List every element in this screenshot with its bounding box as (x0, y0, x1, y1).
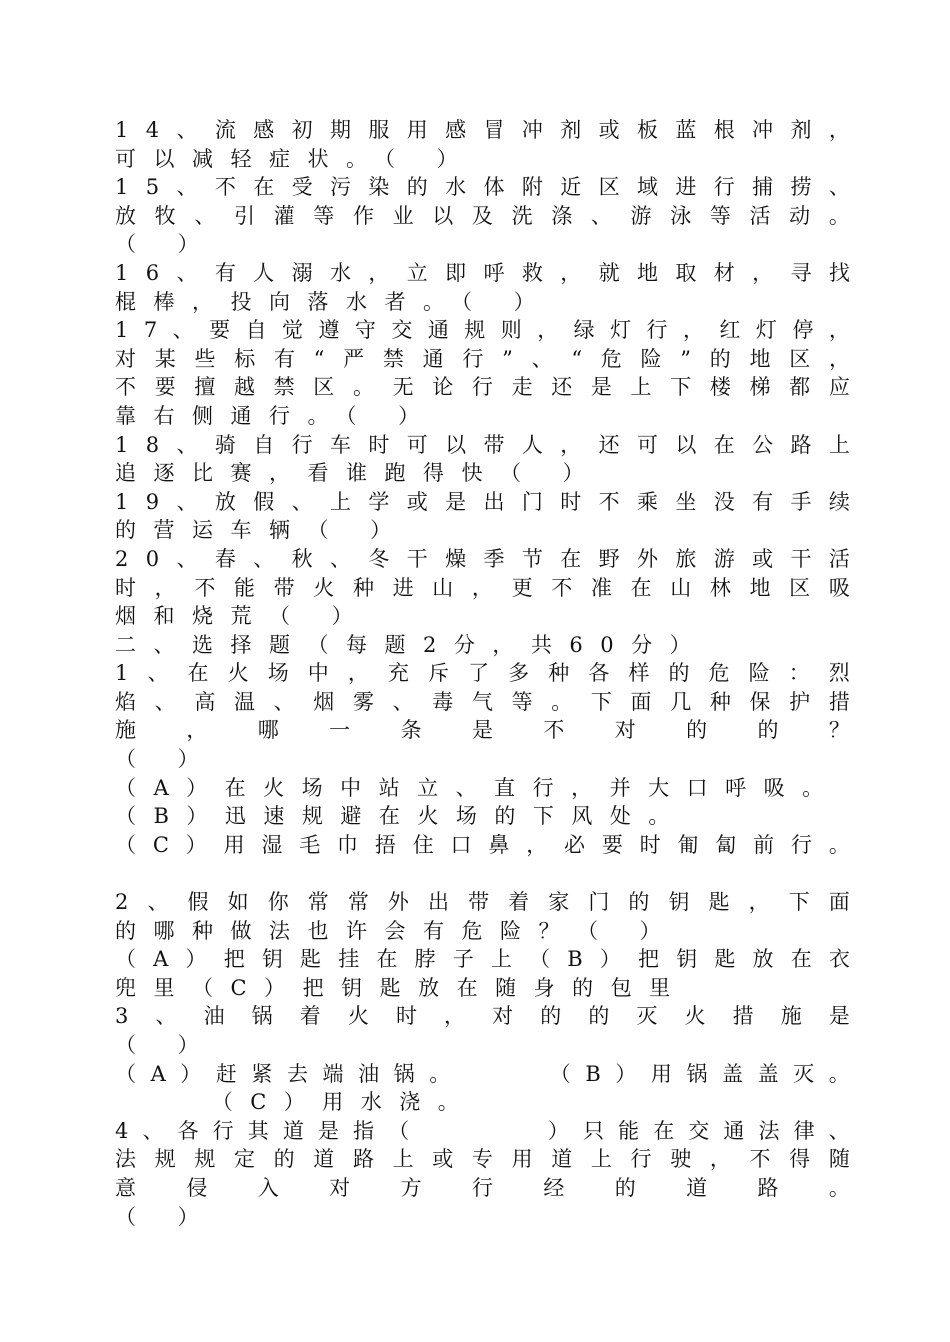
q14-line2: 可以减轻症状。（ ） (115, 146, 476, 171)
q17-line2: 对 某 些 标 有 “ 严 禁 通 行 ” 、 “ 危 险 ” 的 地 区 ， (115, 346, 850, 371)
c3-line4: （C）用水浇。 (115, 1090, 477, 1115)
c2-line2: 的哪种做法也许会有危险？（ ） (115, 918, 679, 943)
section2-heading: 二、选择题（每题2分，共60分） (115, 632, 709, 657)
q18-line1: 1 8 、 骑 自 行 车 时 可 以 带 人 ， 还 可 以 在 公 路 上 (115, 432, 850, 457)
q16-line1: 1 6 、 有 人 溺 水 ， 立 即 呼 救 ， 就 地 取 材 ， 寻 找 (115, 260, 850, 285)
c1-line1: 1 、 在 火 场 中 ， 充 斥 了 多 种 各 样 的 危 险 ： 烈 (115, 661, 850, 686)
q18-line2: 追逐比赛，看谁跑得快（ ） (115, 461, 602, 486)
c4-line4: （ ） (115, 1204, 217, 1229)
c1-option-b: （B）迅速规避在火场的下风处。 (115, 804, 687, 829)
c3-line2: （ ） (115, 1033, 217, 1057)
q15-line1: 1 5 、 不 在 受 污 染 的 水 体 附 近 区 域 进 行 捕 捞 、 (115, 175, 850, 200)
q15-line2: 放 牧 、 引 灌 等 作 业 以 及 洗 涤 、 游 泳 等 活 动 。 (115, 203, 850, 228)
q19-line2: 的营运车辆（ ） (115, 518, 409, 543)
c3-line1: 3 、 油 锅 着 火 时 ， 对 的 的 灭 火 措 施 是 (115, 1004, 850, 1029)
q14-line1: 1 4 、 流 感 初 期 服 用 感 冒 冲 剂 或 板 蓝 根 冲 剂 ， (115, 118, 850, 142)
q19-line1: 1 9 、 放 假 、 上 学 或 是 出 门 时 不 乘 坐 没 有 手 续 (115, 489, 850, 514)
c1-option-a: （A）在火场中站立、直行，并大口呼吸。 (115, 775, 841, 800)
c1-line2: 焰 、 高 温 、 烟 雾 、 毒 气 等 。 下 面 几 种 保 护 措 (115, 689, 850, 714)
q17-line3: 不 要 擅 越 禁 区 。 无 论 行 走 还 是 上 下 楼 梯 都 应 (115, 375, 850, 400)
q17-line4: 靠右侧通行。（ ） (115, 403, 437, 428)
blank-line (115, 859, 850, 888)
c1-line3: 施 ， 哪 一 条 是 不 对 的 的 ？ (115, 718, 850, 743)
c2-line1: 2 、 假 如 你 常 常 外 出 带 着 家 门 的 钥 匙 ， 下 面 (115, 890, 850, 915)
c4-line3: 意 侵 入 对 方 行 经 的 道 路 。 (115, 1175, 850, 1200)
q20-line1: 2 0 、 春 、 秋 、 冬 干 燥 季 节 在 野 外 旅 游 或 干 活 (115, 546, 850, 571)
c2-line3: （ A ） 把 钥 匙 挂 在 脖 子 上 （ B ） 把 钥 匙 放 在 衣 (115, 947, 850, 972)
c3-line3: （ A ） 赶 紧 去 端 油 锅 。 （ B ） 用 锅 盖 盖 灭 。 (115, 1061, 850, 1086)
q20-line3: 烟和烧荒（ ） (115, 604, 371, 629)
c2-line4: 兜里（C）把钥匙放在随身的包里 (115, 975, 688, 1000)
q20-line2: 时 ， 不 能 带 火 种 进 山 ， 更 不 准 在 山 林 地 区 吸 (115, 575, 850, 600)
c1-line4: （ ） (115, 747, 217, 772)
c4-line2: 法 规 规 定 的 道 路 上 或 专 用 道 上 行 驶 ， 不 得 随 (115, 1147, 850, 1172)
q17-line1: 1 7 、 要 自 觉 遵 守 交 通 规 则 ， 绿 灯 行 ， 红 灯 停 ， (115, 318, 850, 343)
q15-line3: （ ） (115, 232, 217, 257)
q16-line2: 棍棒，投向落水者。（ ） (115, 289, 553, 314)
document-page (115, 116, 850, 1231)
c1-option-c: （ C ） 用 湿 毛 巾 捂 住 口 鼻 ， 必 要 时 匍 匐 前 行 。 (115, 832, 850, 857)
c4-line1: 4 、 各 行 其 道 是 指 （ ） 只 能 在 交 通 法 律 、 (115, 1118, 850, 1143)
